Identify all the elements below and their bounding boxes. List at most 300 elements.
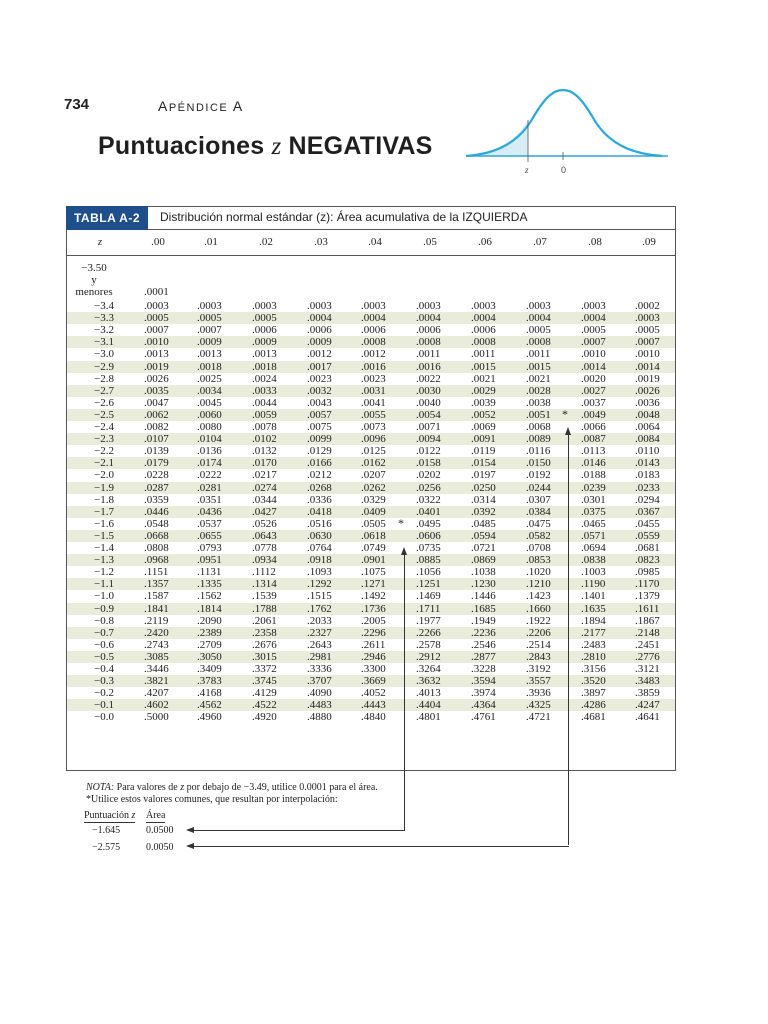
table-cell: .0024	[252, 373, 277, 385]
row-z-value: −0.2	[94, 687, 114, 699]
table-cell: .0010	[581, 348, 606, 360]
table-cell: .0559	[635, 530, 660, 542]
row-z-value: −1.4	[94, 542, 114, 554]
table-cell: .0918	[307, 554, 332, 566]
table-cell: .0455	[635, 518, 660, 530]
table-cell: .0129	[307, 445, 332, 457]
table-cell: .0016	[416, 361, 441, 373]
table-notes	[86, 782, 378, 806]
table-cell: .1020	[526, 566, 551, 578]
table-cell: .0392	[471, 506, 496, 518]
table-cell: .0207	[361, 469, 386, 481]
first-row-z-line-1: y	[91, 274, 97, 286]
table-cell: .3015	[252, 651, 277, 663]
table-cell: .3745	[252, 675, 277, 687]
table-cell: .0571	[581, 530, 606, 542]
table-cell: .1230	[471, 578, 496, 590]
column-header-4: .04	[368, 236, 382, 248]
table-cell: .1379	[635, 590, 660, 602]
table-cell: .2119	[144, 615, 169, 627]
table-cell: .4286	[581, 699, 606, 711]
table-cell: .0022	[416, 373, 441, 385]
column-header-7: .07	[533, 236, 547, 248]
table-cell: .3483	[635, 675, 660, 687]
table-cell: .1335	[197, 578, 222, 590]
table-cell: .0026	[144, 373, 169, 385]
table-cell: .1314	[252, 578, 277, 590]
table-cell: .1841	[144, 603, 169, 615]
table-cell: .0228	[144, 469, 169, 481]
row-z-value: −1.7	[94, 506, 114, 518]
table-cell: .0054	[416, 409, 441, 421]
row-z-value: −2.1	[94, 457, 114, 469]
table-cell: .0643	[252, 530, 277, 542]
table-cell: .0197	[471, 469, 496, 481]
table-cell: .0192	[526, 469, 551, 481]
table-cell: .1056	[416, 566, 441, 578]
interpolation-star-1: *	[398, 516, 404, 530]
row-z-value: −1.2	[94, 566, 114, 578]
table-cell: .2266	[416, 627, 441, 639]
table-cell: .2611	[361, 639, 386, 651]
table-cell: .2296	[361, 627, 386, 639]
table-cell: .1357	[144, 578, 169, 590]
table-cell: .0594	[471, 530, 496, 542]
table-cell: .4681	[581, 711, 606, 723]
table-cell: .0087	[581, 433, 606, 445]
table-cell: .0008	[361, 336, 386, 348]
table-cell: .0003	[416, 300, 441, 312]
table-cell: .0018	[197, 361, 222, 373]
table-cell: .0004	[471, 312, 496, 324]
table-cell: .0009	[252, 336, 277, 348]
table-cell: .0039	[471, 397, 496, 409]
table-cell: .0099	[307, 433, 332, 445]
table-cell: .0287	[144, 482, 169, 494]
row-z-value: −0.1	[94, 699, 114, 711]
table-cell: .4721	[526, 711, 551, 723]
table-cell: .3156	[581, 663, 606, 675]
table-cell: .1038	[471, 566, 496, 578]
table-cell: .0019	[635, 373, 660, 385]
table-cell: .2981	[307, 651, 332, 663]
table-cell: .0294	[635, 494, 660, 506]
table-cell: .3936	[526, 687, 551, 699]
table-cell: .0038	[526, 397, 551, 409]
table-cell: .0485	[471, 518, 496, 530]
table-cell: .0005	[197, 312, 222, 324]
table-cell: .0179	[144, 457, 169, 469]
table-cell: .0006	[471, 324, 496, 336]
star-arrow-head-1	[401, 547, 407, 555]
table-cell: .0401	[416, 506, 441, 518]
table-cell: .1635	[581, 603, 606, 615]
table-cell: .0060	[197, 409, 222, 421]
table-cell: .0375	[581, 506, 606, 518]
table-cell: .0012	[307, 348, 332, 360]
table-cell: .0028	[526, 385, 551, 397]
row-z-value: −0.0	[94, 711, 114, 723]
row-z-value: −1.3	[94, 554, 114, 566]
table-cell: .0262	[361, 482, 386, 494]
table-cell: .3897	[581, 687, 606, 699]
table-cell: .0015	[526, 361, 551, 373]
table-cell: .0336	[307, 494, 332, 506]
table-cell: .0495	[416, 518, 441, 530]
table-cell: .0011	[471, 348, 496, 360]
table-cell: .0427	[252, 506, 277, 518]
table-cell: .3085	[144, 651, 169, 663]
table-cell: .0015	[471, 361, 496, 373]
table-cell: .3520	[581, 675, 606, 687]
table-cell: .0080	[197, 421, 222, 433]
table-cell: .1515	[307, 590, 332, 602]
table-cell: .0202	[416, 469, 441, 481]
table-cell: .0005	[252, 312, 277, 324]
table-cell: .0032	[307, 385, 332, 397]
table-cell: .3264	[416, 663, 441, 675]
table-cell: .0146	[581, 457, 606, 469]
table-cell: .4641	[635, 711, 660, 723]
row-z-value: −2.4	[94, 421, 114, 433]
column-header-8: .08	[588, 236, 602, 248]
table-cell: .0003	[252, 300, 277, 312]
table-cell: .0055	[361, 409, 386, 421]
table-cell: .1711	[416, 603, 441, 615]
table-cell: .0222	[197, 469, 222, 481]
table-cell: .0037	[581, 397, 606, 409]
table-cell: .0008	[471, 336, 496, 348]
table-cell: .0681	[635, 542, 660, 554]
table-cell: .0082	[144, 421, 169, 433]
notes-box-right	[404, 771, 405, 830]
table-cell: .0102	[252, 433, 277, 445]
table-cell: .1093	[307, 566, 332, 578]
arrow-connector-2	[188, 846, 569, 847]
table-cell: .4325	[526, 699, 551, 711]
row-z-value: −1.5	[94, 530, 114, 542]
table-cell: .3300	[361, 663, 386, 675]
table-cell: .0006	[361, 324, 386, 336]
table-cell: .1190	[581, 578, 606, 590]
table-cell: .0018	[252, 361, 277, 373]
table-cell: .0139	[144, 445, 169, 457]
arrow-left-1	[186, 827, 194, 833]
table-cell: .4920	[252, 711, 277, 723]
table-cell: .1401	[581, 590, 606, 602]
table-cell: .0071	[416, 421, 441, 433]
table-cell: .3372	[252, 663, 277, 675]
table-cell: .3707	[307, 675, 332, 687]
table-cell: .0274	[252, 482, 277, 494]
nota-line: NOTA: Para valores de z por debajo de −3.49, utilice 0.0001 para el área.	[86, 782, 378, 793]
table-cell: .0853	[526, 554, 551, 566]
column-header-6: .06	[478, 236, 492, 248]
row-z-value: −2.0	[94, 469, 114, 481]
table-cell: .0011	[416, 348, 441, 360]
table-cell: .0043	[307, 397, 332, 409]
column-header-5: .05	[423, 236, 437, 248]
appendix-heading: APÉNDICE A	[158, 98, 244, 114]
table-cell: .4013	[416, 687, 441, 699]
table-cell: .0329	[361, 494, 386, 506]
table-cell: .2546	[471, 639, 496, 651]
table-cell: .0003	[471, 300, 496, 312]
table-cell: .0040	[416, 397, 441, 409]
table-cell: .1075	[361, 566, 386, 578]
column-header-1: .01	[204, 236, 218, 248]
table-cell: .3859	[635, 687, 660, 699]
table-cell: .0116	[526, 445, 551, 457]
table-cell: .0003	[197, 300, 222, 312]
table-cell: .0793	[197, 542, 222, 554]
table-cell: .1762	[307, 603, 332, 615]
table-cell: .0030	[416, 385, 441, 397]
table-cell: .0233	[635, 482, 660, 494]
table-cell: .0068	[526, 421, 551, 433]
table-cell: .0749	[361, 542, 386, 554]
table-cell: .0630	[307, 530, 332, 542]
column-header-2: .02	[259, 236, 273, 248]
table-cell: .0104	[197, 433, 222, 445]
table-cell: .1469	[416, 590, 441, 602]
table-cell: .2743	[144, 639, 169, 651]
table-cell: .4602	[144, 699, 169, 711]
curve-zero-label: 0	[561, 165, 567, 175]
table-cell: .0029	[471, 385, 496, 397]
table-cell: .0344	[252, 494, 277, 506]
table-cell: .0004	[361, 312, 386, 324]
table-cell: .4880	[307, 711, 332, 723]
table-cell: .0002	[635, 300, 660, 312]
row-z-value: −3.0	[94, 348, 114, 360]
row-z-value: −0.5	[94, 651, 114, 663]
table-cell: .0008	[416, 336, 441, 348]
table-cell: .4364	[471, 699, 496, 711]
first-row-value: .0001	[144, 286, 169, 298]
table-cell: .0007	[581, 336, 606, 348]
table-cell: .3121	[635, 663, 660, 675]
common-z-2: −2.575	[92, 842, 121, 853]
interpolation-star-0: *	[562, 407, 568, 421]
table-cell: .0073	[361, 421, 386, 433]
table-cell: .0188	[581, 469, 606, 481]
table-cell: .0367	[635, 506, 660, 518]
table-cell: .2877	[471, 651, 496, 663]
table-cell: .0009	[307, 336, 332, 348]
table-cell: .4483	[307, 699, 332, 711]
table-cell: .0005	[635, 324, 660, 336]
table-cell: .2843	[526, 651, 551, 663]
table-cell: .1539	[252, 590, 277, 602]
table-cell: .3228	[471, 663, 496, 675]
table-cell: .0047	[144, 397, 169, 409]
table-cell: .1131	[197, 566, 222, 578]
table-cell: .0107	[144, 433, 169, 445]
table-cell: .1170	[635, 578, 660, 590]
table-cell: .0064	[635, 421, 660, 433]
table-cell: .0003	[361, 300, 386, 312]
table-cell: .0044	[252, 397, 277, 409]
table-cell: .0094	[416, 433, 441, 445]
table-cell: .0125	[361, 445, 386, 457]
table-cell: .3446	[144, 663, 169, 675]
table-cell: .1949	[471, 615, 496, 627]
table-cell: .5000	[144, 711, 169, 723]
table-cell: .0013	[144, 348, 169, 360]
table-cell: .3821	[144, 675, 169, 687]
row-z-value: −2.2	[94, 445, 114, 457]
table-cell: .0158	[416, 457, 441, 469]
star-arrow-head-2	[565, 427, 571, 435]
table-cell: .1685	[471, 603, 496, 615]
table-cell: .0655	[197, 530, 222, 542]
table-cell: .1271	[361, 578, 386, 590]
table-cell: .4168	[197, 687, 222, 699]
table-cell: .0004	[416, 312, 441, 324]
table-cell: .0465	[581, 518, 606, 530]
table-cell: .4522	[252, 699, 277, 711]
table-cell: .0023	[361, 373, 386, 385]
table-cell: .0808	[144, 542, 169, 554]
table-cell: .2810	[581, 651, 606, 663]
table-cell: .1151	[144, 566, 169, 578]
table-cell: .0045	[197, 397, 222, 409]
row-z-value: −2.9	[94, 361, 114, 373]
table-cell: .0003	[144, 300, 169, 312]
common-area-1: 0.0500	[146, 825, 174, 836]
row-z-value: −3.3	[94, 312, 114, 324]
row-z-value: −0.3	[94, 675, 114, 687]
table-cell: .0034	[197, 385, 222, 397]
table-cell: .0170	[252, 457, 277, 469]
table-cell: .2676	[252, 639, 277, 651]
table-cell: .0026	[635, 385, 660, 397]
table-cell: .3409	[197, 663, 222, 675]
table-cell: .0122	[416, 445, 441, 457]
table-cell: .0418	[307, 506, 332, 518]
page-title: Puntuaciones z NEGATIVAS	[98, 132, 433, 160]
table-cell: .0014	[581, 361, 606, 373]
table-cell: .0136	[197, 445, 222, 457]
table-cell: .1003	[581, 566, 606, 578]
arrow-connector-1	[188, 830, 405, 831]
table-cell: .0035	[144, 385, 169, 397]
table-cell: .2358	[252, 627, 277, 639]
row-z-value: −0.8	[94, 615, 114, 627]
table-cell: .1112	[252, 566, 276, 578]
table-cell: .0041	[361, 397, 386, 409]
page-number: 734	[64, 96, 90, 113]
table-cell: .0052	[471, 409, 496, 421]
row-z-value: −0.6	[94, 639, 114, 651]
table-cell: .0162	[361, 457, 386, 469]
table-cell: .0025	[197, 373, 222, 385]
table-cell: .3336	[307, 663, 332, 675]
table-cell: .0036	[635, 397, 660, 409]
table-cell: .0021	[471, 373, 496, 385]
table-cell: .2005	[361, 615, 386, 627]
table-cell: .0007	[144, 324, 169, 336]
table-cell: .0003	[526, 300, 551, 312]
column-header-0: .00	[151, 236, 165, 248]
table-cell: .0048	[635, 409, 660, 421]
table-cell: .4960	[197, 711, 222, 723]
table-cell: .0005	[581, 324, 606, 336]
table-cell: .0322	[416, 494, 441, 506]
table-cell: .3632	[416, 675, 441, 687]
table-cell: .0017	[307, 361, 332, 373]
table-cell: .0351	[197, 494, 222, 506]
table-cell: .2578	[416, 639, 441, 651]
table-cell: .0051	[526, 409, 551, 421]
table-cell: .2148	[635, 627, 660, 639]
common-values-header-z: Puntuación z	[84, 810, 136, 821]
row-z-value: −2.6	[94, 397, 114, 409]
table-cell: .3050	[197, 651, 222, 663]
row-z-value: −1.1	[94, 578, 114, 590]
table-cell: .4090	[307, 687, 332, 699]
table-cell: .3557	[526, 675, 551, 687]
table-cell: .2177	[581, 627, 606, 639]
table-cell: .1292	[307, 578, 332, 590]
table-cell: .0023	[307, 373, 332, 385]
table-cell: .0951	[197, 554, 222, 566]
table-cell: .0548	[144, 518, 169, 530]
table-cell: .2206	[526, 627, 551, 639]
table-cell: .0618	[361, 530, 386, 542]
table-title: Distribución normal estándar (z): Área acumulativa de la IZQUIERDA	[160, 210, 528, 224]
table-cell: .0011	[526, 348, 551, 360]
table-cell: .0091	[471, 433, 496, 445]
table-cell: .0668	[144, 530, 169, 542]
table-cell: .0010	[635, 348, 660, 360]
table-cell: .0838	[581, 554, 606, 566]
table-cell: .0009	[197, 336, 222, 348]
table-cell: .1894	[581, 615, 606, 627]
table-cell: .0764	[307, 542, 332, 554]
common-values-header-area: Área	[146, 810, 166, 821]
table-cell: .2514	[526, 639, 551, 651]
star-arrow-line-1	[404, 553, 405, 771]
first-row-z-line-2: menores	[75, 286, 113, 298]
arrow-left-2	[186, 843, 194, 849]
table-cell: .0150	[526, 457, 551, 469]
table-cell: .0256	[416, 482, 441, 494]
table-cell: .0033	[252, 385, 277, 397]
table-cell: .1562	[197, 590, 222, 602]
table-cell: .0475	[526, 518, 551, 530]
table-cell: .0143	[635, 457, 660, 469]
table-cell: .4129	[252, 687, 277, 699]
table-cell: .0013	[197, 348, 222, 360]
table-cell: .0735	[416, 542, 441, 554]
table-cell: .0708	[526, 542, 551, 554]
table-cell: .0005	[526, 324, 551, 336]
row-z-value: −0.4	[94, 663, 114, 675]
table-cell: .0008	[526, 336, 551, 348]
table-cell: .0013	[252, 348, 277, 360]
table-cell: .1922	[526, 615, 551, 627]
table-cell: .0019	[144, 361, 169, 373]
column-header-3: .03	[314, 236, 328, 248]
table-cell: .0212	[307, 469, 332, 481]
table-cell: .2946	[361, 651, 386, 663]
table-cell: .0031	[361, 385, 386, 397]
row-z-value: −3.2	[94, 324, 114, 336]
table-cell: .0006	[416, 324, 441, 336]
row-z-value: −2.5	[94, 409, 114, 421]
